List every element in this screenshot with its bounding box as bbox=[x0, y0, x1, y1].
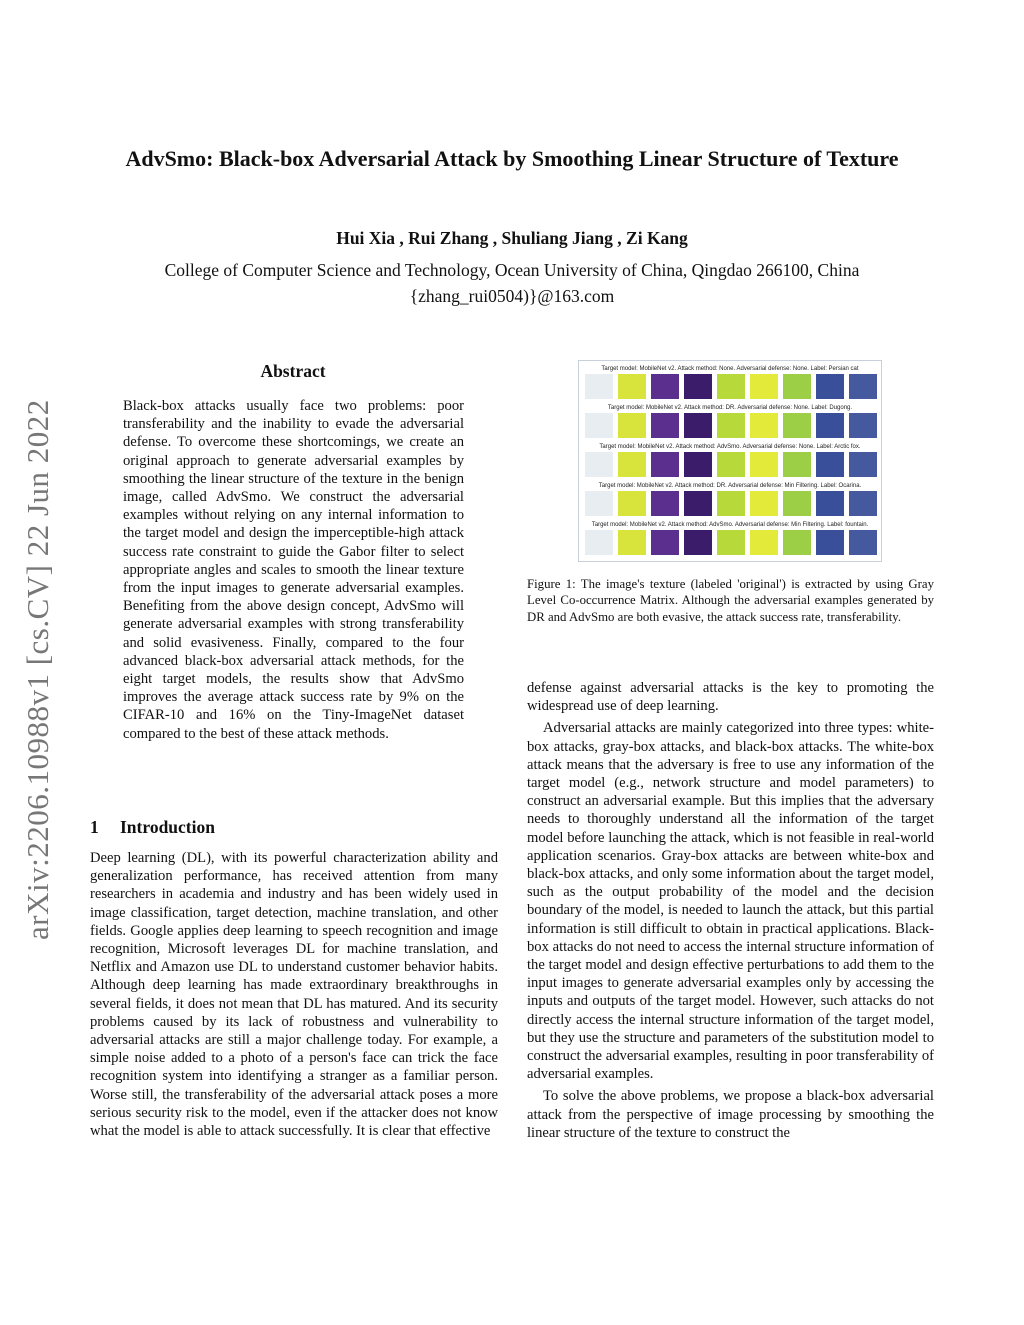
paper-title: AdvSmo: Black-box Adversarial Attack by Smoothing Linear Structure of Texture bbox=[125, 146, 899, 171]
arxiv-side-stamp: arXiv:2206.10988v1 [cs.CV] 22 Jun 2022 bbox=[20, 399, 55, 940]
intro-paragraph: Deep learning (DL), with its powerful characterization ability and generalization performance, has received attention from many researchers in academia and industry and has been widely used in image classification, target detection, machine translation, and other fields. Google applies deep learning to speech recognition and image recognition, Microsoft leverages DL for machine translation, and Netflix and Amazon use DL to understand customer behavior habits. Although deep learning has made extraordinary breakthroughs in several fields, it does not mean that DL has matured. And its security problems caused by its lack of robustness and vulnerability to adversarial attacks are still a major challenge today. For example, a simple noise added to a photo of a person's face can trick the face recognition system into identifying a stranger as a familiar person. Worse still, the transferability of the adversarial attack poses a more serious security risk to the model, even if the attacker does not know what the model is able to attack successfully. It is clear that effective bbox=[90, 850, 498, 1140]
figure-tile bbox=[849, 374, 877, 399]
figure-tile bbox=[816, 530, 844, 555]
author-list: Hui Xia , Rui Zhang , Shuliang Jiang , Zi Kang bbox=[336, 228, 688, 248]
figure-tile bbox=[618, 530, 646, 555]
figure-tile bbox=[750, 530, 778, 555]
figure-tile bbox=[750, 413, 778, 438]
figure-1-image bbox=[578, 360, 882, 562]
figure-tile bbox=[717, 452, 745, 477]
figure-tile bbox=[849, 491, 877, 516]
section-title: Introduction bbox=[120, 817, 215, 837]
figure-tile bbox=[585, 374, 613, 399]
figure-tile bbox=[684, 413, 712, 438]
abstract-text: Black-box attacks usually face two problems: poor transferability and the inability to evade the adversarial defense. To overcome these shortcomings, we create an original approach to generate adversarial examples by smoothing the linear structure of the texture in the benign image, called AdvSmo. We construct the adversarial examples without relying on any internal information to the target model and design the imperceptible-high attack success rate constraint to guide the Gabor filter to select appropriate angles and scales to smooth the linear texture from the input images to generate adversarial examples. Benefiting from the above design concept, AdvSmo will generate adversarial examples with strong transferability and solid evasiveness. Finally, compared to the four advanced black-box adversarial attack methods, for the eight target models, the results show that AdvSmo improves the average attack success rate by 9% on the CIFAR-10 and 16% on the Tiny-ImageNet dataset compared to the best of these attack methods. bbox=[123, 398, 464, 742]
figure-tile bbox=[849, 530, 877, 555]
figure-tile bbox=[651, 413, 679, 438]
figure-row-label: Target model: MobileNet v2. Attack method: AdvSmo. Adversarial defense: Min Filtering. Label: fountain. bbox=[591, 522, 869, 528]
figure-tile bbox=[651, 491, 679, 516]
email-line: {zhang_rui0504)}@163.com bbox=[409, 286, 615, 306]
figure-row-label: Target model: MobileNet v2. Attack method: None. Adversarial defense: None. Label: Persian cat bbox=[601, 366, 859, 372]
figure-tile bbox=[684, 491, 712, 516]
figure-tile bbox=[783, 491, 811, 516]
figure-tile bbox=[816, 413, 844, 438]
figure-tile bbox=[585, 491, 613, 516]
figure-tile bbox=[618, 413, 646, 438]
affiliation-line: College of Computer Science and Technology, Ocean University of China, Qingdao 266100, China bbox=[164, 260, 860, 280]
figure-row-label: Target model: MobileNet v2. Attack method: AdvSmo. Adversarial defense: None. Label: Arctic fox. bbox=[599, 444, 861, 450]
figure-tile bbox=[618, 452, 646, 477]
figure-tile bbox=[651, 452, 679, 477]
figure-tile bbox=[717, 491, 745, 516]
figure-grid bbox=[579, 361, 881, 561]
right-paragraph-2: Adversarial attacks are mainly categorized into three types: white-box attacks, gray-box attacks, and black-box attacks. The white-box attack means that the adversary is free to use any information of the target model (e.g., network structure and model parameters) to construct an adversarial example. But this implies that the adversary needs to thoroughly understand all the information of the target model before launching the attack, which is not feasible in real-world application scenarios. Gray-box attacks are between white-box and black-box attacks, and only some information about the target model, such as the output probability of the model and the decision boundary of the model, is needed to launch the attack, but this partial information is still difficult to obtain in practical applications. Black-box attacks do not need to access the internal structure information of the target model and design effective perturbations to add them to the input images to generate adversarial examples only by accessing the inputs and outputs of the target model. However, such attacks do not directly access the internal structure information of the target model, but they use the structure and parameters of the substitution model to construct the adversarial examples, resulting in poor transferability of adversarial examples. bbox=[527, 720, 934, 1083]
figure-row-label: Target model: MobileNet v2. Attack method: DR. Adversarial defense: None. Label: Dugong. bbox=[607, 405, 853, 411]
figure-tile bbox=[816, 374, 844, 399]
figure-row-label: Target model: MobileNet v2. Attack method: DR. Adversarial defense: Min Filtering. Label: Ocarina. bbox=[598, 483, 862, 489]
figure-tile bbox=[717, 374, 745, 399]
figure-tile bbox=[750, 452, 778, 477]
right-paragraph-1: defense against adversarial attacks is the key to promoting the widespread use of deep learning. bbox=[527, 680, 934, 715]
figure-tile bbox=[816, 452, 844, 477]
figure-tile bbox=[783, 530, 811, 555]
figure-tile bbox=[783, 452, 811, 477]
abstract-body bbox=[123, 397, 464, 747]
figure-tile bbox=[651, 530, 679, 555]
figure-tile bbox=[717, 530, 745, 555]
figure-tile bbox=[717, 413, 745, 438]
figure-tile bbox=[750, 374, 778, 399]
figure-tile bbox=[684, 452, 712, 477]
figure-tile bbox=[684, 374, 712, 399]
abstract-heading: Abstract bbox=[260, 361, 326, 381]
figure-tile bbox=[585, 530, 613, 555]
figure-tile bbox=[618, 491, 646, 516]
figure-tile bbox=[750, 491, 778, 516]
figure-tile bbox=[849, 413, 877, 438]
figure-tile bbox=[816, 491, 844, 516]
figure-tile bbox=[783, 413, 811, 438]
figure-tile bbox=[618, 374, 646, 399]
figure-tile bbox=[783, 374, 811, 399]
figure-tile bbox=[585, 452, 613, 477]
right-column-body bbox=[527, 679, 934, 1146]
introduction-body bbox=[90, 849, 498, 1144]
section-heading-introduction bbox=[90, 817, 215, 838]
affiliation-block bbox=[80, 257, 944, 309]
figure-1-caption: Figure 1: The image's texture (labeled 'original') is extracted by using Gray Level Co-occurrence Matrix. Although the adversarial examples generated by DR and AdvSmo are both evasive, the attack success rate, transferability. bbox=[527, 577, 934, 624]
figure-tile bbox=[684, 530, 712, 555]
figure-tile bbox=[651, 374, 679, 399]
right-paragraph-3: To solve the above problems, we propose a black-box adversarial attack from the perspective of image processing by smoothing the linear structure of the texture to construct the bbox=[527, 1088, 934, 1141]
section-number: 1 bbox=[90, 817, 99, 837]
figure-tile bbox=[585, 413, 613, 438]
figure-tile bbox=[849, 452, 877, 477]
